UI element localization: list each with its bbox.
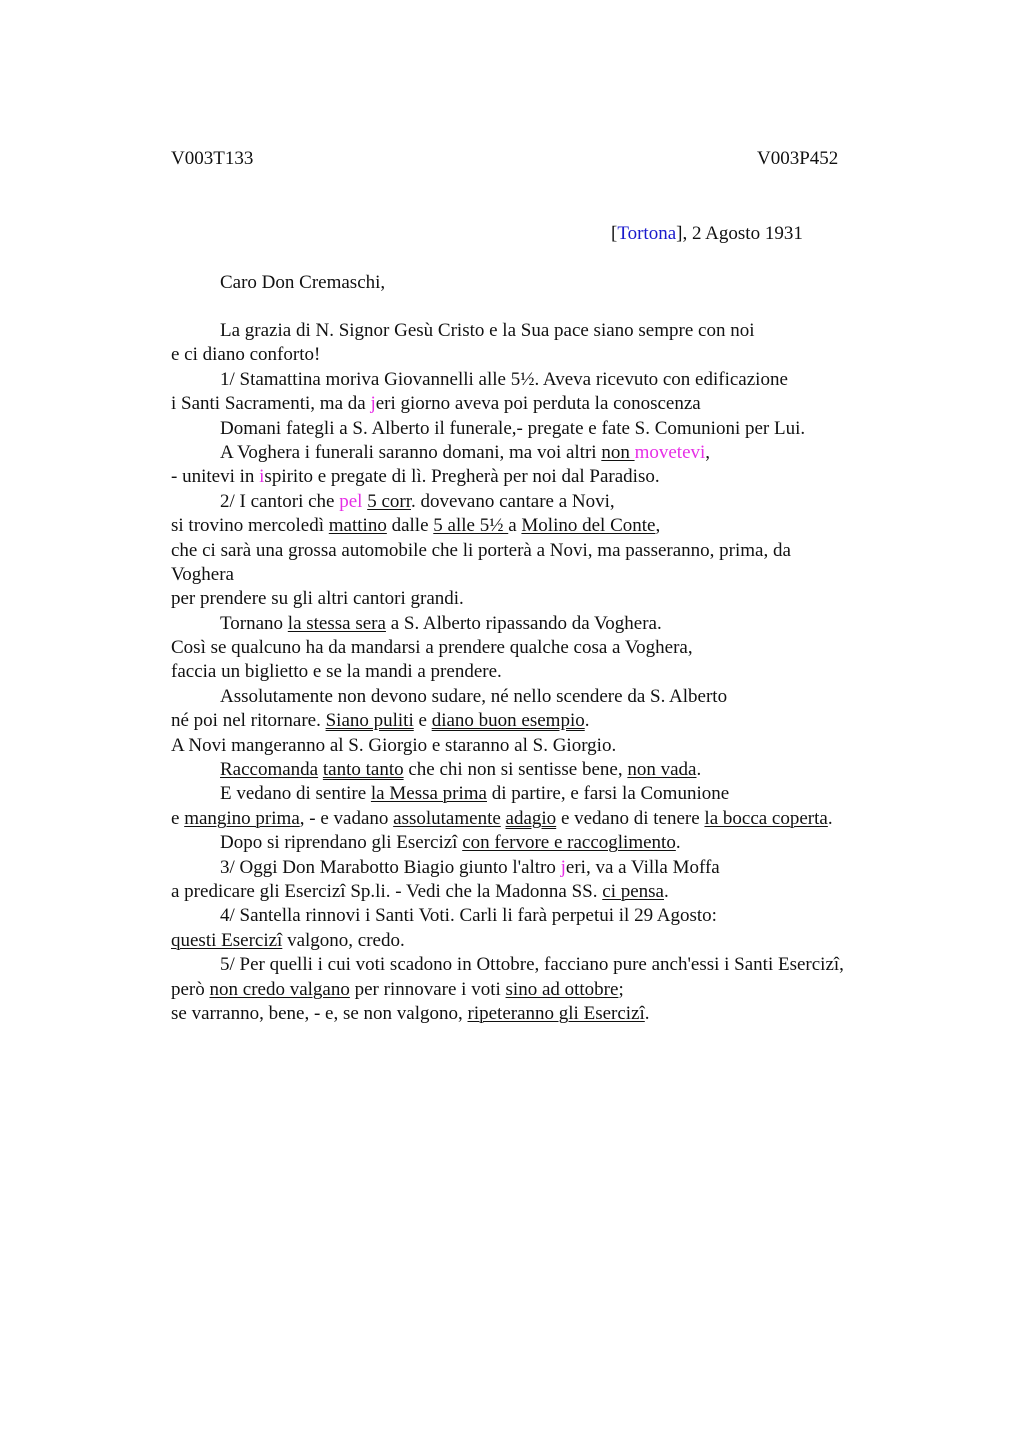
underlined-text: la bocca coperta [704,807,828,829]
underlined-text: tanto tanto [322,759,404,781]
text-run: , [655,515,661,537]
letter-line [171,880,931,904]
underlined-text: ci pensa [602,880,664,902]
text-run: dalle [386,515,434,537]
text-run: Sp.li. - Vedi che la Madonna SS. [345,880,603,902]
dateline [611,222,803,246]
underlined-text: questi Esercizi [171,929,283,951]
text-run: , [705,441,711,463]
text-run: . [584,710,590,732]
text-run: 5/ Per quelli i cui voti scadono in Ottobre, facciano pure anch'essi i Santi Esercizi [220,954,840,976]
letter-line [171,539,931,563]
text-run: per prendere su gli altri cantori grandi. [171,588,464,610]
underlined-text: diano buon esempio [431,710,585,732]
letter-line [171,734,931,758]
dateline-place: Tortona [617,223,677,244]
text-run: eri, va a Villa Moffa [565,856,720,878]
letter-line [171,441,931,465]
text-run: - unitevi in [171,466,260,488]
letter-body [171,319,931,1026]
highlighted-text: i [259,466,265,488]
text-run: se varranno, bene, - e, se non valgono, [171,1002,468,1024]
letter-line [171,587,931,611]
letter-line [171,465,931,489]
text-run: ; [618,978,624,1000]
letter-line [171,953,931,977]
underlined-text: 5 alle 5½ [433,515,509,537]
dateline-bracket: [ [611,223,618,244]
highlighted-text: pel [339,490,363,512]
text-run: . [644,1002,650,1024]
underlined-text: mattino [328,515,387,537]
text-run: 2/ I cantori che [220,490,340,512]
underlined-text: non credo valgano [209,978,350,1000]
text-run: a predicare gli Esercizi [171,880,346,902]
letter-line [171,856,931,880]
letter-line [171,709,931,733]
text-run: spirito e pregate di lì. Pregherà per noi dal Paradiso. [264,466,660,488]
underlined-text: ripeteranno gli Esercizi [467,1002,645,1024]
letter-line [171,563,931,587]
text-run: . [827,807,833,829]
text-run: e ci diano conforto! [171,344,321,366]
letter-line [171,343,931,367]
text-run: e vedano di tenere [556,807,705,829]
letter-line [171,660,931,684]
text-run: di partire, e farsi la Comunione [486,783,730,805]
text-run: Dopo si riprendano gli Esercizi [220,832,458,854]
underlined-text: sino ad ottobre [505,978,619,1000]
underlined-text: Raccomanda [220,759,319,781]
letter-line [171,417,931,441]
text-run: A Novi mangeranno al S. Giorgio e staranno al S. Giorgio. [171,734,617,756]
letter-line [171,392,931,416]
highlighted-text: movetevi [634,441,706,463]
letter-line [171,831,931,855]
text-run: . [664,880,669,902]
text-run: che ci sarà una grossa automobile che li porterà a Novi, ma passeranno, prima, da [171,539,791,561]
letter-line [171,368,931,392]
letter-line [171,1002,931,1026]
letter-line [171,929,931,953]
letter-line [171,319,931,343]
text-run: né poi nel ritornare. [171,710,326,732]
letter-line [171,514,931,538]
text-run: a S. Alberto ripassando da Voghera. [385,612,662,634]
letter-line [171,612,931,636]
text-run: . [696,759,702,781]
text-run: Tornano [220,612,288,634]
text-run: Voghera [171,563,234,585]
underlined-text: adagio [505,807,557,829]
underlined-text: assolutamente [393,807,501,829]
letter-line [171,807,931,831]
underlined-text: la Messa prima [370,783,487,805]
letter-line [171,978,931,1002]
document-code-right: V003P452 [757,148,839,169]
text-run: Domani fategli a S. Alberto il funerale,- pregate e fate S. Comunioni per Lui. [220,417,806,439]
text-run: a [508,515,522,537]
salutation: Caro Don Cremaschi, [220,272,386,293]
text-run: che chi non si sentisse bene, [403,759,628,781]
underlined-text: con fervore e raccoglimento [462,832,676,854]
text-run: si trovino mercoledì [171,515,329,537]
text-run: A Voghera i funerali saranno domani, ma voi altri [220,441,602,463]
highlighted-text: j [370,393,376,415]
text-run: eri giorno aveva poi perduta la conoscenza [375,393,701,415]
text-run: e [413,710,432,732]
underlined-text: Siano puliti [325,710,414,732]
letter-line [171,685,931,709]
text-run: 3/ Oggi Don Marabotto Biagio giunto l'altro [220,856,561,878]
underlined-text: la stessa sera [287,612,386,634]
letter-line [171,490,931,514]
text-run: Così se qualcuno ha da mandarsi a prendere qualche cosa a Voghera, [171,637,693,659]
underlined-text: 5 corr [367,490,411,512]
text-run: valgono, credo. [282,929,405,951]
underlined-text: non [601,441,635,463]
text-run: e [171,807,185,829]
text-run: . dovevano cantare a Novi, [411,490,615,512]
text-run: però [171,978,210,1000]
text-run: i Santi Sacramenti, ma da [171,393,371,415]
text-run: 1/ Stamattina moriva Giovannelli alle 5½. Aveva ricevuto con edificazione [220,368,788,390]
letter-line [171,782,931,806]
text-run: per rinnovare i voti [349,978,506,1000]
text-run: . [675,832,681,854]
underlined-text: Molino del Conte [521,515,656,537]
underlined-text: non vada [627,759,697,781]
underlined-text: mangino prima [184,807,300,829]
text-run: La grazia di N. Signor Gesù Cristo e la Sua pace siano sempre con noi [220,320,755,341]
text-run: Assolutamente non devono sudare, né nello scendere da S. Alberto [220,685,728,707]
text-run: , [839,954,844,976]
text-run: E vedano di sentire [220,783,371,805]
text-run: 4/ Santella rinnovi i Santi Voti. Carli li farà perpetui il 29 Agosto: [220,905,717,927]
highlighted-text: j [560,856,566,878]
text-run: , - e vadano [299,807,394,829]
dateline-date: ], 2 Agosto 1931 [676,223,803,244]
letter-line [171,904,931,928]
text-run: faccia un biglietto e se la mandi a prendere. [171,661,502,683]
letter-line [171,758,931,782]
letter-line [171,636,931,660]
document-code-left: V003T133 [171,148,254,169]
